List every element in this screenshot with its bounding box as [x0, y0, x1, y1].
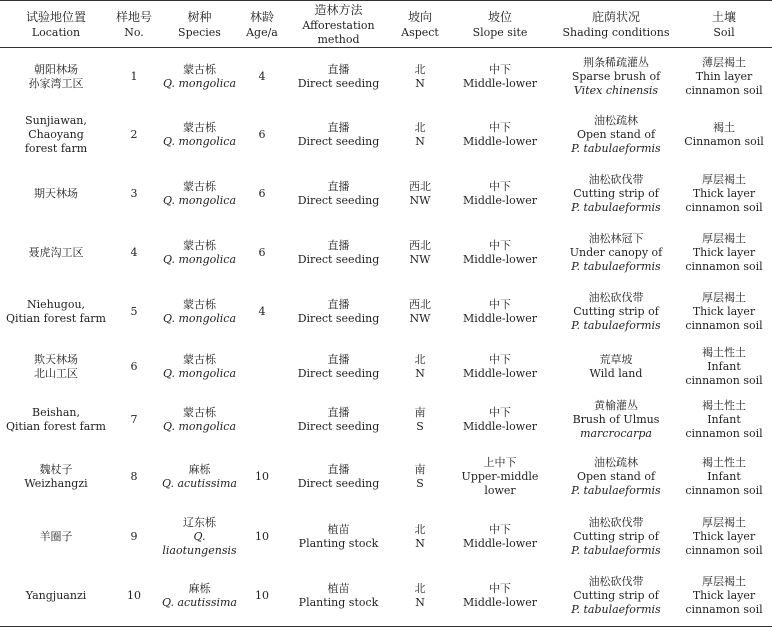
- cell-soil-line: cinnamon soil: [685, 602, 763, 616]
- cell-shading: [556, 223, 676, 283]
- cell-slope-line: 中下: [489, 581, 511, 595]
- cell-slope-line: Middle-lower: [463, 252, 537, 266]
- cell-method-line: Planting stock: [298, 595, 379, 609]
- cell-location: [0, 48, 112, 106]
- cell-location-line: Beishan,: [32, 405, 80, 419]
- cell-method-line: Direct seeding: [297, 311, 380, 325]
- cell-slope-line: Middle-lower: [463, 595, 537, 609]
- cell-location-line: 北山工区: [34, 366, 78, 380]
- cell-location-line: forest farm: [24, 142, 88, 155]
- cell-soil-line: Thick layer: [692, 529, 756, 543]
- cell-species: [156, 106, 243, 165]
- cell-slope: [444, 508, 556, 566]
- cell-soil-line: cinnamon soil: [685, 543, 763, 557]
- cell-age: [243, 48, 281, 106]
- cell-plot-no-line: 2: [130, 128, 138, 141]
- cell-species: [156, 283, 243, 341]
- species-latin: Q. mongolica: [162, 419, 237, 433]
- header-location: 试验地位置 Location: [0, 1, 112, 48]
- cell-location-line: Niehugou,: [26, 297, 86, 311]
- cell-plot-no: [112, 508, 156, 566]
- cell-aspect-line: N: [415, 135, 425, 148]
- cell-method-line: Direct seeding: [297, 76, 380, 90]
- species-latin: Q. acutissima: [161, 595, 237, 609]
- table-body: [0, 48, 772, 627]
- cell-shading-line: Vitex chinensis: [573, 83, 659, 97]
- cell-shading-line: P. tabulaeformis: [571, 602, 661, 616]
- cell-shading-line: P. tabulaeformis: [571, 142, 661, 155]
- cell-soil-line: Thick layer: [692, 304, 756, 318]
- cell-location-line: 聂虎沟工区: [28, 245, 84, 259]
- cell-shading-line: 油松砍伐带: [588, 574, 644, 588]
- cell-shading-line: Cutting strip of: [573, 304, 659, 318]
- cell-method-line: 直播: [327, 352, 350, 366]
- cell-shading: [556, 508, 676, 566]
- cell-location-line: 欺天林场: [34, 352, 78, 366]
- cell-plot-no: [112, 48, 156, 106]
- cell-plot-no-line: 1: [130, 69, 138, 83]
- cell-slope: [444, 165, 556, 223]
- cell-shading-line: P. tabulaeformis: [571, 484, 661, 497]
- cell-aspect-line: N: [415, 536, 425, 550]
- cell-shading-line: P. tabulaeformis: [571, 318, 661, 332]
- cell-soil-line: cinnamon soil: [685, 259, 763, 273]
- cell-soil-line: Infant: [707, 412, 741, 426]
- cell-soil-line: Infant: [707, 470, 741, 483]
- cell-method-line: Direct seeding: [297, 419, 380, 433]
- cell-species: [156, 447, 243, 508]
- cell-soil: [676, 447, 772, 508]
- species-latin: Q. acutissima: [161, 477, 237, 490]
- species-latin: Q. liaotungensis: [162, 529, 237, 557]
- cell-method-line: Direct seeding: [297, 193, 380, 207]
- header-aspect: 坡向 Aspect: [396, 1, 444, 48]
- cell-aspect-line: 西北: [409, 179, 431, 193]
- cell-slope-line: 中下: [489, 62, 511, 76]
- cell-plot-no-line: 10: [127, 588, 141, 602]
- cell-aspect: [396, 447, 444, 508]
- cell-soil-line: 褐土性土: [702, 345, 746, 359]
- cell-location-line: 羊圈子: [39, 529, 73, 543]
- cell-method-line: 直播: [327, 297, 350, 311]
- cell-method: [281, 508, 396, 566]
- cell-soil: [676, 508, 772, 566]
- table-row: [0, 106, 772, 165]
- cell-method-line: 植苗: [327, 522, 350, 536]
- cell-aspect: [396, 165, 444, 223]
- header-slope: 坡位 Slope site: [444, 1, 556, 48]
- cell-location-line: Chaoyang: [28, 128, 84, 141]
- cell-shading-line: marcrocarpa: [580, 426, 652, 440]
- cell-shading: [556, 106, 676, 165]
- header-age: 林龄 Age/a: [243, 1, 281, 48]
- cell-slope: [444, 48, 556, 106]
- cell-slope: [444, 341, 556, 393]
- cell-aspect: [396, 341, 444, 393]
- cell-aspect-line: 北: [414, 581, 426, 595]
- cell-location: [0, 341, 112, 393]
- cell-age-line: 10: [255, 588, 269, 602]
- cell-soil: [676, 165, 772, 223]
- cell-shading-line: 油松林冠下: [588, 231, 644, 245]
- cell-shading-line: 油松疏林: [594, 456, 638, 469]
- cell-slope-line: Upper-middle: [461, 470, 539, 483]
- cell-shading-line: 油松砍伐带: [588, 515, 644, 529]
- cell-location-line: 魏杖子: [39, 463, 73, 476]
- cell-slope-line: 上中下: [483, 456, 517, 469]
- cell-soil-line: 褐土: [713, 121, 735, 134]
- cell-plot-no: [112, 566, 156, 627]
- cell-soil-line: Thick layer: [692, 588, 756, 602]
- cell-method-line: Direct seeding: [297, 477, 380, 490]
- cell-slope-line: lower: [484, 484, 516, 497]
- cell-soil-line: 褐土性土: [702, 398, 746, 412]
- cell-shading-line: Under canopy of: [569, 245, 663, 259]
- species-latin: Q. mongolica: [162, 135, 237, 148]
- table-row: [0, 341, 772, 393]
- cell-plot-no: [112, 447, 156, 508]
- cell-age-line: 10: [255, 470, 269, 483]
- cell-aspect-line: 北: [414, 352, 426, 366]
- cell-soil-line: 厚层褐土: [702, 172, 746, 186]
- cell-soil-line: Thick layer: [692, 186, 756, 200]
- cell-soil-line: 厚层褐土: [702, 515, 746, 529]
- cell-shading-line: Open stand of: [576, 470, 656, 483]
- cell-slope-line: Middle-lower: [463, 536, 537, 550]
- cell-shading-line: 荒草坡: [599, 352, 633, 366]
- table-row: [0, 165, 772, 223]
- cell-slope-line: Middle-lower: [463, 135, 537, 148]
- species-zh: 麻栎: [188, 463, 211, 476]
- cell-soil: [676, 393, 772, 447]
- cell-method: [281, 48, 396, 106]
- species-latin: Q. mongolica: [162, 193, 237, 207]
- cell-age: [243, 283, 281, 341]
- cell-location: [0, 283, 112, 341]
- cell-method: [281, 165, 396, 223]
- cell-aspect: [396, 393, 444, 447]
- species-latin: Q. mongolica: [162, 366, 237, 380]
- cell-location: [0, 223, 112, 283]
- cell-age: [243, 165, 281, 223]
- cell-aspect-line: 北: [414, 121, 426, 134]
- cell-location: [0, 508, 112, 566]
- cell-species: [156, 341, 243, 393]
- cell-shading: [556, 48, 676, 106]
- cell-method: [281, 447, 396, 508]
- cell-slope: [444, 447, 556, 508]
- cell-species: [156, 165, 243, 223]
- cell-soil-line: cinnamon soil: [685, 484, 763, 497]
- cell-soil-line: 褐土性土: [702, 456, 746, 469]
- cell-soil-line: cinnamon soil: [685, 373, 763, 387]
- cell-plot-no-line: 6: [130, 359, 138, 373]
- cell-slope-line: 中下: [489, 179, 511, 193]
- header-plot-no: 样地号 No.: [112, 1, 156, 48]
- cell-aspect-line: 西北: [409, 297, 431, 311]
- cell-slope: [444, 566, 556, 627]
- cell-slope-line: 中下: [489, 352, 511, 366]
- cell-age: [243, 393, 281, 447]
- cell-aspect-line: N: [415, 76, 425, 90]
- cell-method: [281, 393, 396, 447]
- cell-soil-line: Thin layer: [695, 69, 753, 83]
- species-zh: 蒙古栎: [183, 238, 216, 252]
- cell-location-line: Weizhangzi: [24, 477, 88, 490]
- species-zh: 辽东栎: [183, 515, 216, 529]
- cell-aspect-line: N: [415, 595, 425, 609]
- cell-soil-line: 薄层褐土: [702, 55, 746, 69]
- cell-age: [243, 508, 281, 566]
- cell-shading-line: Cutting strip of: [573, 588, 659, 602]
- cell-method: [281, 566, 396, 627]
- cell-shading-line: Sparse brush of: [571, 69, 661, 83]
- cell-method: [281, 341, 396, 393]
- cell-aspect: [396, 223, 444, 283]
- cell-slope-line: 中下: [489, 121, 511, 134]
- cell-species: [156, 223, 243, 283]
- cell-soil: [676, 283, 772, 341]
- cell-shading-line: Open stand of: [576, 128, 656, 141]
- cell-soil-line: 厚层褐土: [702, 574, 746, 588]
- cell-method-line: 直播: [327, 121, 350, 134]
- cell-plot-no-line: 4: [130, 245, 138, 259]
- cell-method-line: 直播: [327, 405, 350, 419]
- cell-shading: [556, 566, 676, 627]
- cell-slope: [444, 223, 556, 283]
- cell-shading-line: 荆条稀疏灌丛: [583, 55, 649, 69]
- cell-slope-line: Middle-lower: [463, 193, 537, 207]
- cell-age: [243, 106, 281, 165]
- header-shading: 庇荫状况 Shading conditions: [556, 1, 676, 48]
- cell-method-line: 直播: [327, 238, 350, 252]
- cell-species: [156, 508, 243, 566]
- cell-shading: [556, 393, 676, 447]
- cell-location: [0, 447, 112, 508]
- cell-soil: [676, 48, 772, 106]
- cell-slope-line: 中下: [489, 238, 511, 252]
- cell-method-line: 植苗: [327, 581, 350, 595]
- cell-age: [243, 223, 281, 283]
- cell-slope-line: Middle-lower: [463, 366, 537, 380]
- cell-shading-line: P. tabulaeformis: [571, 543, 661, 557]
- cell-species: [156, 48, 243, 106]
- species-zh: 麻栎: [188, 581, 211, 595]
- header-row: [0, 1, 772, 48]
- cell-slope-line: 中下: [489, 522, 511, 536]
- species-latin: Q. mongolica: [162, 76, 237, 90]
- cell-species: [156, 393, 243, 447]
- cell-aspect-line: N: [415, 366, 425, 380]
- cell-aspect: [396, 508, 444, 566]
- cell-shading-line: 黄榆灌丛: [594, 398, 638, 412]
- table-row: [0, 566, 772, 627]
- cell-plot-no: [112, 106, 156, 165]
- table-row: [0, 223, 772, 283]
- cell-slope-line: Middle-lower: [463, 76, 537, 90]
- cell-shading-line: Brush of Ulmus: [572, 412, 660, 426]
- cell-soil-line: cinnamon soil: [685, 83, 763, 97]
- species-latin: Q. mongolica: [162, 252, 237, 266]
- cell-age-line: 4: [258, 69, 266, 83]
- species-latin: Q. mongolica: [162, 311, 237, 325]
- cell-location-line: Qitian forest farm: [6, 419, 106, 433]
- cell-soil: [676, 223, 772, 283]
- cell-method-line: Direct seeding: [297, 366, 380, 380]
- species-zh: 蒙古栎: [183, 405, 216, 419]
- table-row: [0, 283, 772, 341]
- cell-location-line: Yangjuanzi: [25, 588, 87, 602]
- cell-method-line: 直播: [327, 62, 350, 76]
- cell-plot-no-line: 8: [130, 470, 138, 483]
- header-soil: 土壤 Soil: [676, 1, 772, 48]
- cell-location: [0, 566, 112, 627]
- cell-shading-line: Cutting strip of: [573, 529, 659, 543]
- cell-slope-line: 中下: [489, 297, 511, 311]
- species-zh: 蒙古栎: [183, 179, 216, 193]
- cell-method-line: Direct seeding: [297, 252, 380, 266]
- species-zh: 蒙古栎: [183, 121, 216, 134]
- cell-soil-line: cinnamon soil: [685, 200, 763, 214]
- cell-soil-line: 厚层褐土: [702, 290, 746, 304]
- cell-age-line: 6: [258, 128, 266, 141]
- cell-plot-no-line: 9: [130, 529, 138, 543]
- header-method: 造林方法 Afforestation method: [281, 1, 396, 48]
- species-zh: 蒙古栎: [183, 297, 216, 311]
- cell-age: [243, 341, 281, 393]
- header-species: 树种 Species: [156, 1, 243, 48]
- cell-slope: [444, 106, 556, 165]
- cell-location-line: 孙家湾工区: [28, 76, 84, 90]
- cell-age: [243, 447, 281, 508]
- cell-aspect-line: 南: [414, 405, 426, 419]
- cell-age: [243, 566, 281, 627]
- cell-location-line: Qitian forest farm: [6, 311, 106, 325]
- cell-slope-line: Middle-lower: [463, 419, 537, 433]
- cell-location: [0, 165, 112, 223]
- cell-shading: [556, 447, 676, 508]
- cell-shading-line: P. tabulaeformis: [571, 259, 661, 273]
- cell-aspect-line: S: [416, 419, 424, 433]
- cell-aspect-line: NW: [409, 193, 431, 207]
- cell-method-line: Direct seeding: [297, 135, 380, 148]
- cell-plot-no-line: 7: [130, 412, 138, 426]
- cell-location: [0, 106, 112, 165]
- cell-plot-no: [112, 223, 156, 283]
- cell-shading-line: 油松砍伐带: [588, 172, 644, 186]
- cell-soil-line: Infant: [707, 359, 741, 373]
- cell-shading: [556, 341, 676, 393]
- table-row: [0, 508, 772, 566]
- cell-soil: [676, 341, 772, 393]
- species-zh: 蒙古栎: [183, 62, 216, 76]
- cell-shading-line: Cutting strip of: [573, 186, 659, 200]
- cell-method: [281, 106, 396, 165]
- cell-slope: [444, 393, 556, 447]
- cell-slope-line: Middle-lower: [463, 311, 537, 325]
- cell-method-line: 直播: [327, 463, 350, 476]
- cell-plot-no: [112, 341, 156, 393]
- cell-method-line: 直播: [327, 179, 350, 193]
- cell-slope: [444, 283, 556, 341]
- cell-soil-line: Thick layer: [692, 245, 756, 259]
- cell-shading: [556, 283, 676, 341]
- cell-plot-no-line: 5: [130, 304, 138, 318]
- cell-slope-line: 中下: [489, 405, 511, 419]
- cell-aspect-line: S: [416, 477, 424, 490]
- cell-aspect: [396, 566, 444, 627]
- cell-method-line: Planting stock: [298, 536, 379, 550]
- cell-soil-line: cinnamon soil: [685, 426, 763, 440]
- cell-location: [0, 393, 112, 447]
- cell-aspect: [396, 283, 444, 341]
- cell-aspect-line: 西北: [409, 238, 431, 252]
- table-row: [0, 393, 772, 447]
- cell-shading-line: Wild land: [589, 366, 643, 380]
- cell-age-line: 6: [258, 186, 266, 200]
- species-zh: 蒙古栎: [183, 352, 216, 366]
- cell-shading-line: P. tabulaeformis: [571, 200, 661, 214]
- cell-aspect-line: NW: [409, 252, 431, 266]
- cell-aspect-line: 北: [414, 522, 426, 536]
- cell-method: [281, 223, 396, 283]
- cell-soil-line: Cinnamon soil: [684, 135, 764, 148]
- cell-species: [156, 566, 243, 627]
- cell-plot-no: [112, 393, 156, 447]
- cell-soil: [676, 566, 772, 627]
- cell-location-line: 期天林场: [34, 186, 78, 200]
- cell-aspect-line: 北: [414, 62, 426, 76]
- cell-method: [281, 283, 396, 341]
- cell-plot-no-line: 3: [130, 186, 138, 200]
- cell-age-line: 6: [258, 245, 266, 259]
- cell-aspect-line: NW: [409, 311, 431, 325]
- cell-shading: [556, 165, 676, 223]
- cell-aspect: [396, 106, 444, 165]
- cell-plot-no: [112, 283, 156, 341]
- cell-soil-line: cinnamon soil: [685, 318, 763, 332]
- table-row: [0, 48, 772, 106]
- cell-age-line: 4: [258, 304, 266, 318]
- cell-aspect: [396, 48, 444, 106]
- cell-shading-line: 油松疏林: [594, 114, 638, 127]
- cell-plot-no: [112, 165, 156, 223]
- cell-location-line: 朝阳林场: [34, 62, 78, 76]
- cell-soil-line: 厚层褐土: [702, 231, 746, 245]
- cell-shading-line: 油松砍伐带: [588, 290, 644, 304]
- table-row: [0, 447, 772, 508]
- cell-age-line: 10: [255, 529, 269, 543]
- cell-aspect-line: 南: [414, 463, 426, 476]
- cell-location-line: Sunjiawan,: [25, 114, 87, 127]
- cell-soil: [676, 106, 772, 165]
